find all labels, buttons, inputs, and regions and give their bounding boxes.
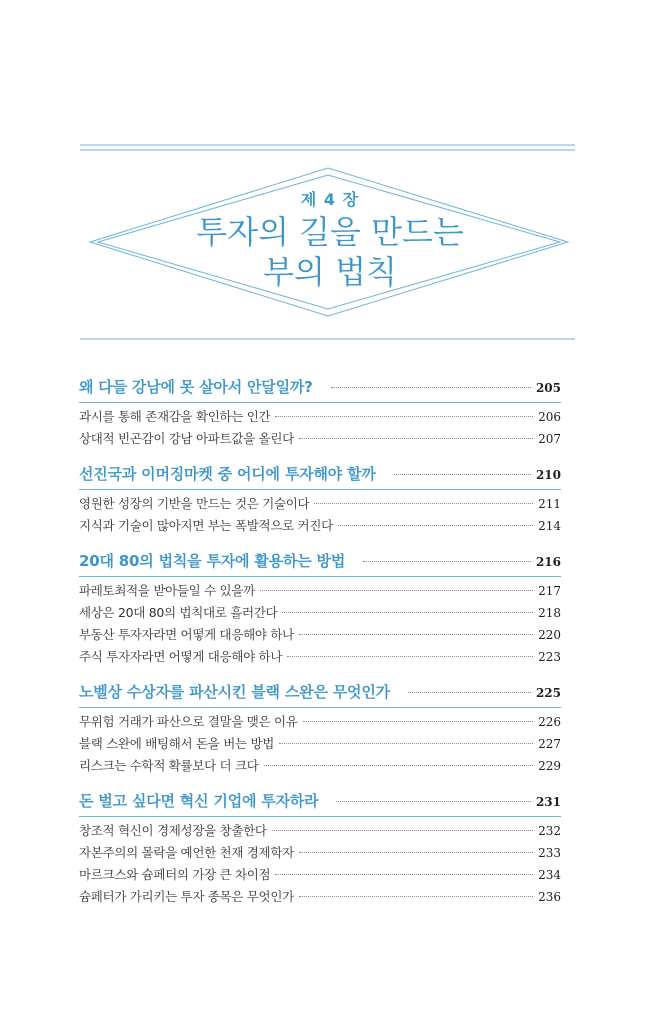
toc-section: [79, 461, 561, 537]
toc-entry[interactable]: [79, 406, 561, 428]
page-number: 233: [538, 846, 561, 860]
table-of-contents: [79, 374, 561, 919]
subsection-list: [79, 576, 561, 668]
page-number: 214: [538, 519, 561, 533]
chapter-title: [0, 212, 660, 292]
toc-entry[interactable]: [79, 842, 561, 864]
toc-entry[interactable]: [79, 515, 561, 537]
toc-entry[interactable]: [79, 755, 561, 777]
entry-title: 상대적 빈곤감이 강남 아파트값을 올린다: [79, 431, 294, 446]
chapter-number: 제 4 장: [300, 190, 360, 209]
section-title: 선진국과 이머징마켓 중 어디에 투자해야 할까: [79, 465, 376, 483]
subsection-list: [79, 489, 561, 537]
dot-leader: [363, 560, 531, 562]
entry-title: 무위험 거래가 파산으로 결말을 맺은 이유: [79, 714, 298, 729]
section-heading[interactable]: [79, 788, 561, 814]
dot-leader: [275, 873, 533, 875]
section-heading[interactable]: [79, 374, 561, 400]
entry-title: 슘페터가 가리키는 투자 종목은 무엇인가: [79, 889, 294, 904]
toc-entry[interactable]: [79, 602, 561, 624]
page-number: 220: [538, 628, 561, 642]
dot-leader: [299, 895, 533, 897]
page-number: 218: [538, 606, 561, 620]
dot-leader: [394, 473, 531, 475]
dot-leader: [336, 800, 530, 802]
toc-entry[interactable]: [79, 820, 561, 842]
page-number: 217: [538, 584, 561, 598]
entry-title: 부동산 투자자라면 어떻게 대응해야 하나: [79, 627, 294, 642]
toc-entry[interactable]: [79, 493, 561, 515]
page-number: 232: [538, 824, 561, 838]
entry-title: 세상은 20대 80의 법칙대로 흘러간다: [79, 605, 278, 620]
toc-entry[interactable]: [79, 733, 561, 755]
chapter-header-ornament: [0, 0, 660, 360]
toc-entry[interactable]: [79, 580, 561, 602]
dot-leader: [260, 589, 533, 591]
page-number: 231: [535, 795, 561, 809]
page-number: 206: [538, 410, 561, 424]
page-number: 236: [538, 890, 561, 904]
toc-entry[interactable]: [79, 646, 561, 668]
entry-title: 창조적 혁신이 경제성장을 창출한다: [79, 823, 267, 838]
subsection-list: [79, 707, 561, 777]
page-number: 223: [538, 650, 561, 664]
dot-leader: [314, 502, 533, 504]
entry-title: 파레토최적을 받아들일 수 있을까: [79, 583, 255, 598]
section-heading[interactable]: [79, 461, 561, 487]
entry-title: 리스크는 수학적 확률보다 더 크다: [79, 758, 259, 773]
dot-leader: [264, 764, 534, 766]
dot-leader: [303, 720, 534, 722]
section-title: 왜 다들 강남에 못 살아서 안달일까?: [79, 378, 313, 396]
dot-leader: [299, 437, 533, 439]
dot-leader: [338, 524, 533, 526]
dot-leader: [282, 611, 533, 613]
toc-entry[interactable]: [79, 711, 561, 733]
page-number: 205: [535, 381, 561, 395]
section-heading[interactable]: [79, 548, 561, 574]
page-number: 226: [538, 715, 561, 729]
toc-section: [79, 679, 561, 777]
page-number: 227: [538, 737, 561, 751]
page-number: 225: [535, 686, 561, 700]
section-title: 20대 80의 법칙을 투자에 활용하는 방법: [79, 552, 346, 570]
dot-leader: [287, 655, 533, 657]
dot-leader: [408, 691, 531, 693]
subsection-list: [79, 402, 561, 450]
entry-title: 마르크스와 슘페터의 가장 큰 차이점: [79, 867, 271, 882]
dot-leader: [272, 829, 533, 831]
entry-title: 주식 투자자라면 어떻게 대응해야 하나: [79, 649, 283, 664]
toc-entry[interactable]: [79, 864, 561, 886]
toc-section: [79, 374, 561, 450]
page-number: 210: [535, 468, 561, 482]
chapter-title-line-1: 투자의 길을 만드는: [196, 213, 464, 251]
entry-title: 블랙 스완에 배팅해서 돈을 버는 방법: [79, 736, 274, 751]
page-number: 211: [538, 497, 561, 511]
page-number: 207: [538, 432, 561, 446]
entry-title: 자본주의의 몰락을 예언한 천재 경제학자: [79, 845, 294, 860]
chapter-title-line-2: 부의 법칙: [263, 253, 397, 291]
toc-section: [79, 548, 561, 668]
entry-title: 과시를 통해 존재감을 확인하는 인간: [79, 409, 271, 424]
page-number: 234: [538, 868, 561, 882]
dot-leader: [299, 851, 533, 853]
section-heading[interactable]: [79, 679, 561, 705]
subsection-list: [79, 816, 561, 908]
section-title: 돈 벌고 싶다면 혁신 기업에 투자하라: [79, 792, 319, 810]
toc-section: [79, 788, 561, 908]
entry-title: 영원한 성장의 기반을 만드는 것은 기술이다: [79, 496, 310, 511]
entry-title: 지식과 기술이 많아지면 부는 폭발적으로 커진다: [79, 518, 333, 533]
section-title: 노벨상 수상자를 파산시킨 블랙 스완은 무엇인가: [79, 683, 390, 701]
toc-entry[interactable]: [79, 428, 561, 450]
page-number: 216: [535, 555, 561, 569]
dot-leader: [279, 742, 533, 744]
page-number: 229: [538, 759, 561, 773]
dot-leader: [275, 415, 533, 417]
toc-entry[interactable]: [79, 624, 561, 646]
dot-leader: [331, 386, 531, 388]
toc-entry[interactable]: [79, 886, 561, 908]
dot-leader: [299, 633, 533, 635]
